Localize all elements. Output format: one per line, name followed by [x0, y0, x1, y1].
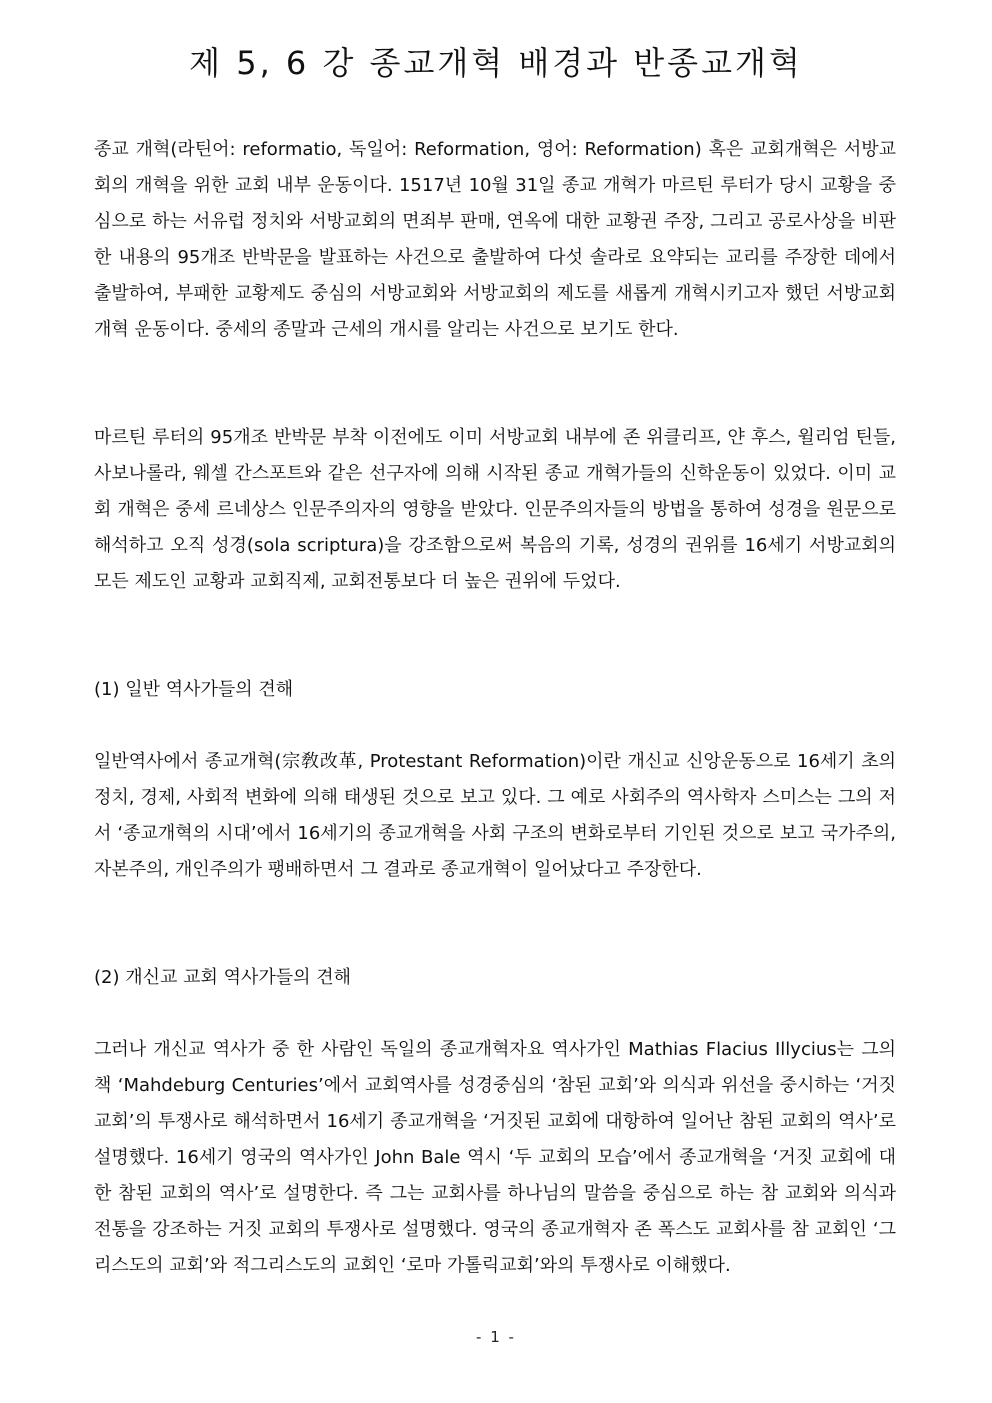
- paragraph-protestant-history-view: 그러나 개신교 역사가 중 한 사람인 독일의 종교개혁자요 역사가인 Mathias Flacius Illycius는 그의 책 ‘Mahdeburg Centuries’에서 교회역사를 성경중심의 ‘참된 교회’와 의식과 위선을 중시하는 ‘거짓 교회’의 투쟁사로 해석하면서 16세기 종교개혁을 ‘거짓된 교회에 대항하여 일어난 참된 교회의 역사’로 설명했다. 16세기 영국의 역사가인 John Bale 역시 ‘두 교회의 모습’에서 종교개혁을 ‘거짓 교회에 대한 참된 교회의 역사’로 설명한다. 즉 그는 교회사를 하나님의 말씀을 중심으로 하는 참 교회와 의식과 전통을 강조하는 거짓 교회의 투쟁사로 설명했다. 영국의 종교개혁자 존 폭스도 교회사를 참 교회인 ‘그리스도의 교회’와 적그리스도의 교회인 ‘로마 가톨릭교회’와의 투쟁사로 이해했다.: [94, 1039, 896, 1276]
- section-heading-protestant-historians: (2) 개신교 교회 역사가들의 견해: [94, 967, 352, 988]
- paragraph-reformation-definition: 종교 개혁(라틴어: reformatio, 독일어: Reformation, 영어: Reformation) 혹은 교회개혁은 서방교회의 개혁을 위한 교회 내부 운동이다. 1517년 10월 31일 종교 개혁가 마르틴 루터가 당시 교황을 중심으로 하는 서유럽 정치와 서방교회의 면죄부 판매, 연옥에 대한 교황권 주장, 그리고 공로사상을 비판한 내용의 95개조 반박문을 발표하는 사건으로 출발하여 다섯 솔라로 요약되는 교리를 주장한 데에서 출발하여, 부패한 교황제도 중심의 서방교회와 서방교회의 제도를 새롭게 개혁시키고자 했던 서방교회 개혁 운동이다. 중세의 종말과 근세의 개시를 알리는 사건으로 보기도 한다.: [94, 139, 896, 340]
- paragraph-general-history-view: 일반역사에서 종교개혁(宗敎改革, Protestant Reformation)이란 개신교 신앙운동으로 16세기 초의 정치, 경제, 사회적 변화에 의해 태생된 것으로 보고 있다. 그 예로 사회주의 역사학자 스미스는 그의 저서 ‘종교개혁의 시대’에서 16세기의 종교개혁을 사회 구조의 변화로부터 기인된 것으로 보고 국가주의, 자본주의, 개인주의가 팽배하면서 그 결과로 종교개혁이 일어났다고 주장한다.: [94, 751, 896, 880]
- page-number: - 1 -: [476, 1328, 516, 1346]
- document-title: 제 5, 6 강 종교개혁 배경과 반종교개혁: [189, 44, 803, 82]
- section-heading-general-historians: (1) 일반 역사가들의 견해: [94, 679, 294, 700]
- paragraph-forerunners: 마르틴 루터의 95개조 반박문 부착 이전에도 이미 서방교회 내부에 존 위클리프, 얀 후스, 윌리엄 틴들, 사보나롤라, 웨셀 간스포트와 같은 선구자에 의해 시작된 종교 개혁가들의 신학운동이 있었다. 이미 교회 개혁은 중세 르네상스 인문주의자의 영향을 받았다. 인문주의자들의 방법을 통하여 성경을 원문으로 해석하고 오직 성경(sola scriptura)을 강조함으로써 복음의 기록, 성경의 권위를 16세기 서방교회의 모든 제도인 교황과 교회직제, 교회전통보다 더 높은 권위에 두었다.: [94, 427, 896, 592]
